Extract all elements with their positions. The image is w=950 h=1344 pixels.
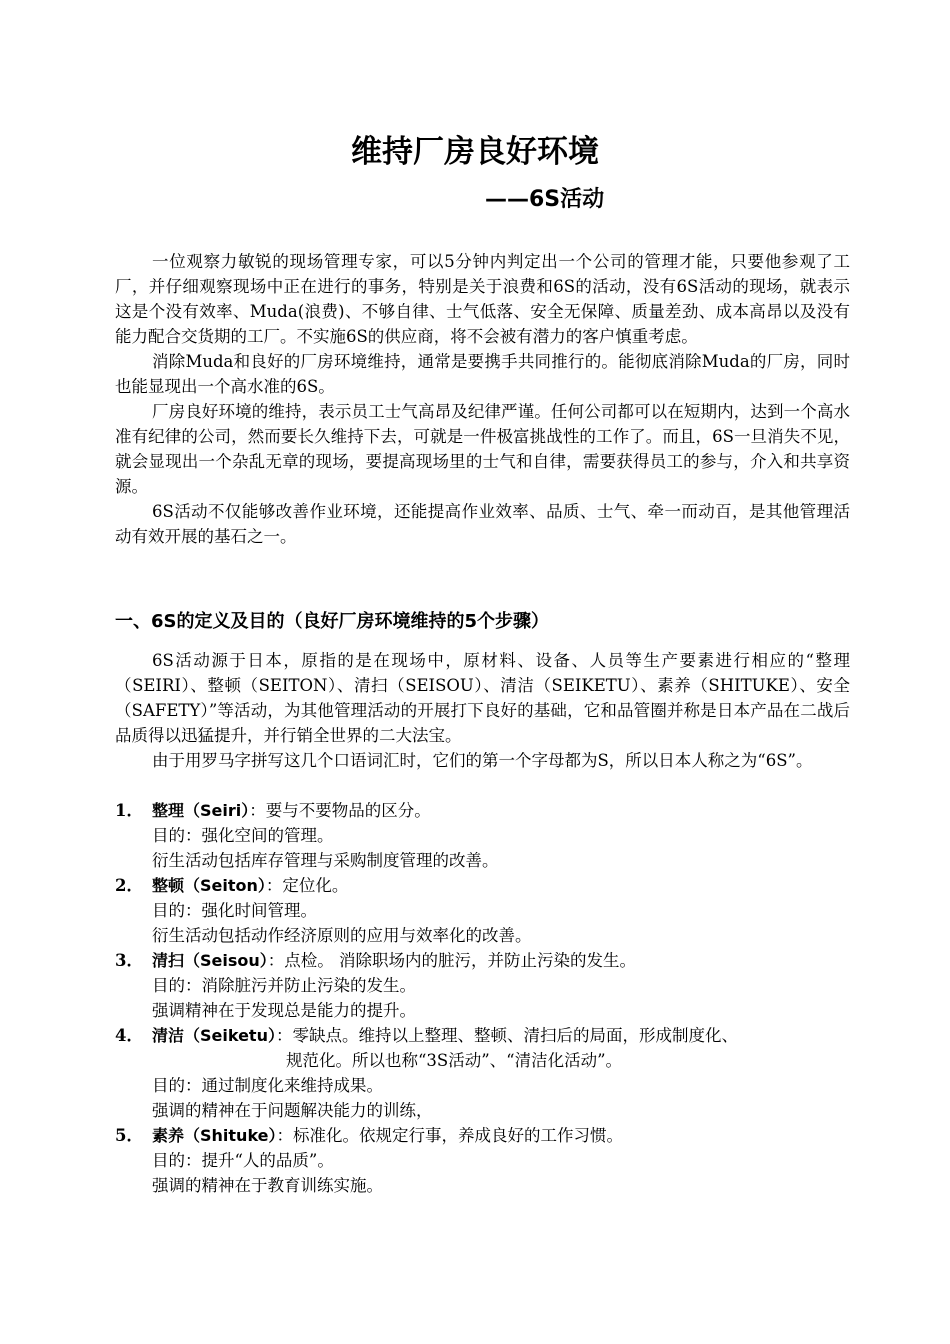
- intro-section: [115, 249, 850, 549]
- step-note: 衍生活动包括动作经济原则的应用与效率化的改善。: [152, 926, 532, 945]
- step-name: 整理（Seiri）: [152, 801, 250, 820]
- step-number: 2．: [115, 876, 143, 895]
- step-note: 衍生活动包括库存管理与采购制度管理的改善。: [152, 851, 499, 870]
- step-number: 5．: [115, 1126, 143, 1145]
- step-number: 3．: [115, 951, 143, 970]
- step-description: ：零缺点。维持以上整理、整顿、清扫后的局面，形成制度化、: [275, 1026, 738, 1045]
- intro-paragraph: 消除Muda和良好的厂房环境维持，通常是要携手共同推行的。能彻底消除Muda的厂房，同时也能显现出一个高水准的6S。: [115, 352, 850, 396]
- step-purpose: 目的：提升“人的品质”。: [152, 1151, 334, 1170]
- list-item: [115, 1123, 850, 1198]
- step-description: ：标准化。依规定行事，养成良好的工作习惯。: [276, 1126, 624, 1145]
- step-description-continued: 规范化。所以也称“3S活动”、“清洁化活动”。: [286, 1051, 623, 1070]
- step-description: ：要与不要物品的区分。: [249, 801, 431, 820]
- step-description: ：定位化。: [265, 876, 349, 895]
- step-note: 强调的精神在于问题解决能力的训练，: [152, 1101, 433, 1120]
- step-note: 强调精神在于发现总是能力的提升。: [152, 1001, 416, 1020]
- list-item: [115, 798, 850, 873]
- list-item: [115, 873, 850, 948]
- document-subtitle: ——6S活动: [485, 187, 605, 212]
- step-name: 清扫（Seisou）: [152, 951, 268, 970]
- step-name: 整顿（Seiton）: [152, 876, 266, 895]
- section-paragraph: 6S活动源于日本，原指的是在现场中，原材料、设备、人员等生产要素进行相应的“整理（SEIRI）、整顿（SEITON）、清扫（SEISOU）、清洁（SEIKETU）、素养（SHITUKE）、安全（SAFETY）”等活动，为其他管理活动的开展打下良好的基础，它和品管圈并称是日本产品在二战后品质得以迅猛提升，并行销全世界的二大法宝。: [115, 651, 850, 745]
- step-number: 1．: [115, 801, 143, 820]
- step-note: 强调的精神在于教育训练实施。: [152, 1176, 383, 1195]
- step-purpose: 目的：通过制度化来维持成果。: [152, 1076, 383, 1095]
- intro-paragraph: 一位观察力敏锐的现场管理专家，可以5分钟内判定出一个公司的管理才能，只要他参观了工厂，并仔细观察现场中正在进行的事务，特别是关于浪费和6S的活动，没有6S活动的现场，就表示这是个没有效率、Muda(浪费)、不够自律、士气低落、安全无保障、质量差劲、成本高昂以及没有能力配合交货期的工厂。不实施6S的供应商，将不会被有潜力的客户慎重考虑。: [115, 252, 850, 346]
- step-purpose: 目的：消除脏污并防止污染的发生。: [152, 976, 416, 995]
- section-heading: 一、6S的定义及目的（良好厂房环境维持的5个步骤）: [115, 611, 550, 632]
- step-purpose: 目的：强化时间管理。: [152, 901, 317, 920]
- step-name: 素养（Shituke）: [152, 1126, 277, 1145]
- step-name: 清洁（Seiketu）: [152, 1026, 276, 1045]
- section-body: [115, 648, 850, 773]
- list-item: [115, 1023, 850, 1123]
- intro-paragraph: 6S活动不仅能够改善作业环境，还能提高作业效率、品质、士气、牵一而动百，是其他管理活动有效开展的基石之一。: [115, 502, 850, 546]
- section-paragraph: 由于用罗马字拼写这几个口语词汇时，它们的第一个字母都为S，所以日本人称之为“6S”。: [152, 751, 813, 770]
- step-description: ：点检。 消除职场内的脏污，并防止污染的发生。: [267, 951, 637, 970]
- list-item: [115, 948, 850, 1023]
- step-purpose: 目的：强化空间的管理。: [152, 826, 334, 845]
- steps-list: [115, 798, 850, 1198]
- step-number: 4．: [115, 1026, 143, 1045]
- intro-paragraph: 厂房良好环境的维持，表示员工士气高昂及纪律严谨。任何公司都可以在短期内，达到一个高水准有纪律的公司，然而要长久维持下去，可就是一件极富挑战性的工作了。而且，6S一旦消失不见，就会显现出一个杂乱无章的现场，要提高现场里的士气和自律，需要获得员工的参与，介入和共享资源。: [115, 402, 850, 496]
- document-title: 维持厂房良好环境: [351, 134, 599, 170]
